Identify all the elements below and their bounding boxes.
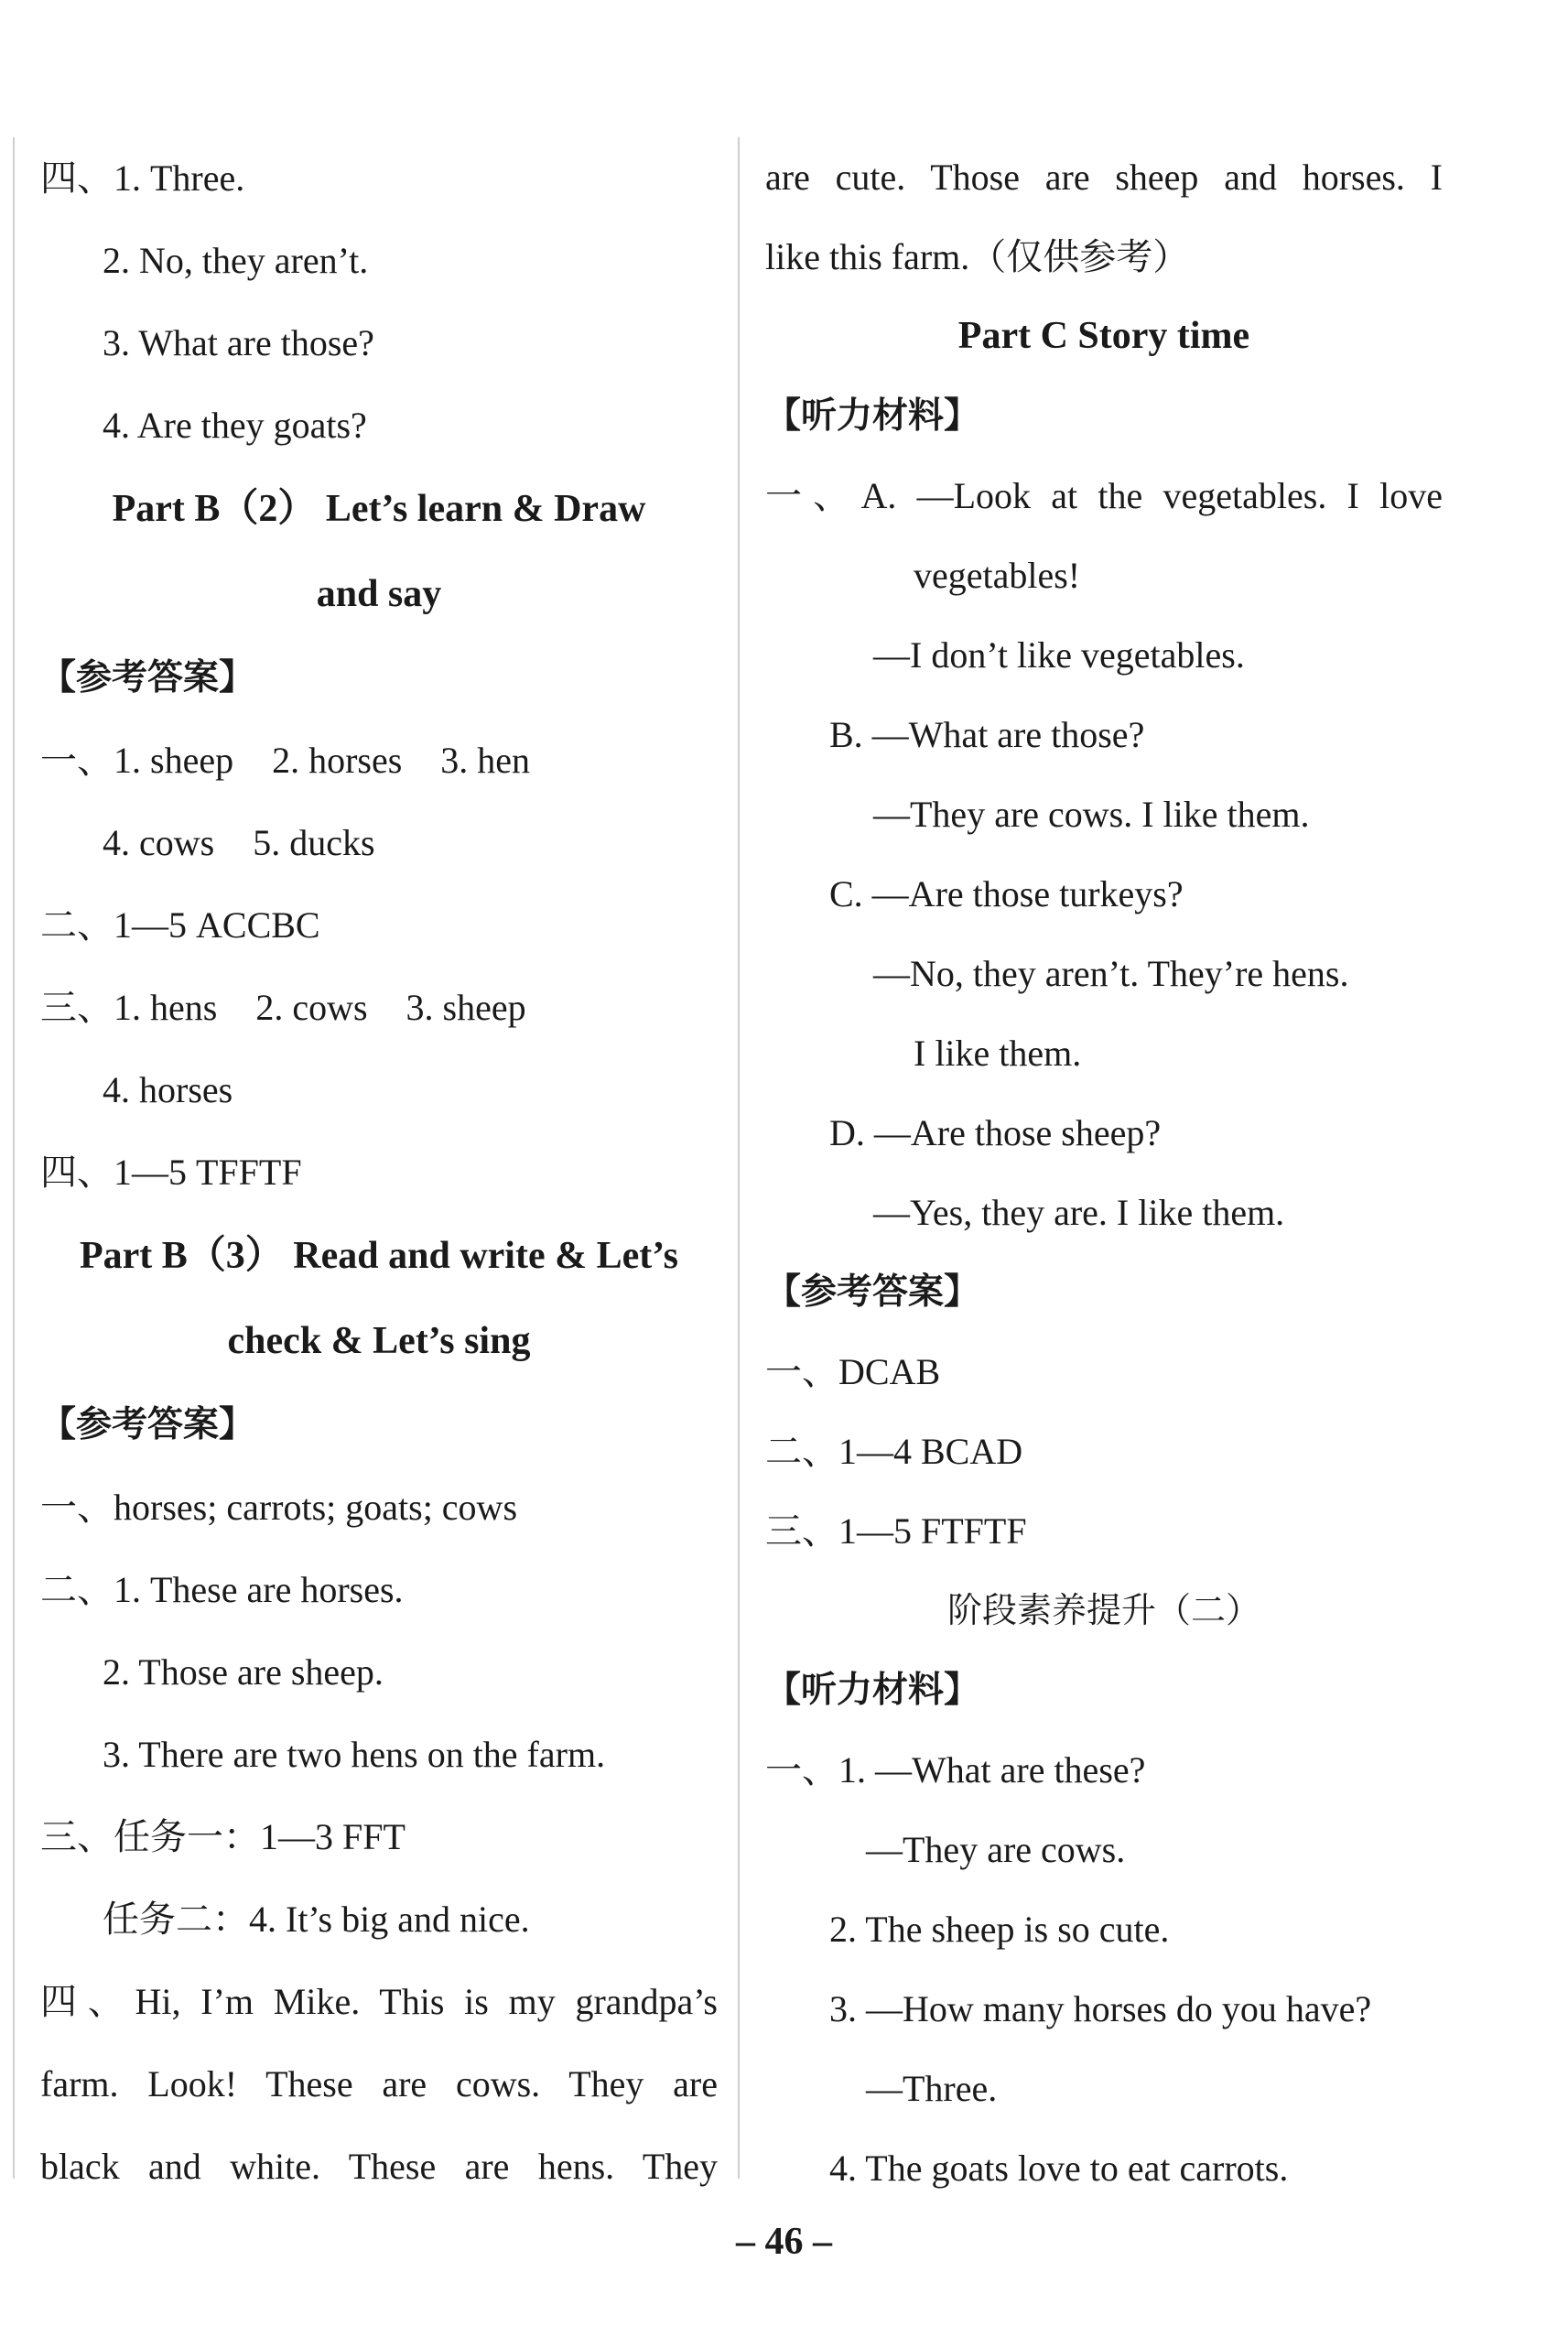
b3-section4-line1: 四、Hi, I’m Mike. This is my grandpa’s: [40, 1981, 718, 2022]
essay-continuation-line2: like this farm.（仅供参考）: [765, 236, 1190, 277]
listening-b-line2: —They are cows. I like them.: [873, 794, 1310, 835]
answer-s4-q1: 四、1. Three.: [40, 157, 245, 199]
part-b2-title-cont: and say: [316, 573, 442, 615]
b3-section3-task1: 三、任务一：1—3 FFT: [40, 1816, 406, 1857]
b2-section3-row2: 4. horses: [103, 1069, 233, 1110]
listening-c-line2: —No, they aren’t. They’re hens.: [873, 953, 1349, 994]
answers-label: 【参考答案】: [40, 1404, 255, 1445]
stage-title: 阶段素养提升（二）: [946, 1590, 1260, 1630]
left-margin-rule: [13, 137, 15, 2179]
listening-a-line3: —I don’t like vegetables.: [873, 634, 1245, 676]
answer-item: 3. hen: [440, 740, 531, 781]
b2-section1-row2: [40, 802, 718, 884]
b3-section2-q1: 二、1. These are horses.: [40, 1569, 404, 1610]
listening-c-line1: C. —Are those turkeys?: [829, 873, 1184, 914]
page-number: – 46 –: [736, 2221, 832, 2263]
answer-item: 2. cows: [255, 987, 368, 1028]
answer-item: 三、1. hens: [40, 987, 218, 1028]
b2-section4: 四、1—5 TFFTF: [40, 1152, 302, 1193]
essay-continuation-line1: are cute. Those are sheep and horses. I: [765, 157, 1443, 198]
b3-section2-q2: 2. Those are sheep.: [103, 1651, 384, 1693]
stage-q3-line1: 3. —How many horses do you have?: [829, 1988, 1372, 2029]
listening-b-line1: B. —What are those?: [829, 714, 1145, 755]
b2-section1-row1: [40, 719, 718, 802]
listening-a-line1: 一、A. —Look at the vegetables. I love: [765, 475, 1443, 516]
part-b3-title-cont: check & Let’s sing: [227, 1320, 531, 1362]
stage-q3-line2: —Three.: [866, 2068, 998, 2109]
b3-section2-q3: 3. There are two hens on the farm.: [103, 1734, 606, 1775]
answer-item: 3. sheep: [406, 987, 526, 1028]
answer-s4-q2: 2. No, they aren’t.: [103, 240, 369, 281]
stage-q1-line2: —They are cows.: [866, 1829, 1126, 1870]
b2-section3-row1: [40, 967, 718, 1049]
left-column: [40, 137, 718, 2208]
listening-a-line2: vegetables!: [914, 555, 1081, 596]
answer-item: 2. horses: [272, 740, 403, 781]
b3-section3-task2: 任务二：4. It’s big and nice.: [103, 1899, 530, 1940]
listening-d-line1: D. —Are those sheep?: [829, 1112, 1162, 1153]
answer-s4-q3: 3. What are those?: [103, 322, 374, 363]
stage-q4: 4. The goats love to eat carrots.: [829, 2148, 1289, 2189]
listening-label: 【听力材料】: [765, 1670, 980, 1711]
b3-section1: 一、horses; carrots; goats; cows: [40, 1487, 518, 1528]
c-answer-1: 一、DCAB: [765, 1351, 941, 1392]
stage-q1-line1: 一、1. —What are these?: [765, 1749, 1146, 1791]
c-answer-3: 三、1—5 FTFTF: [765, 1510, 1027, 1552]
answer-s4-q4: 4. Are they goats?: [103, 405, 367, 446]
right-column: [765, 137, 1443, 2208]
answers-label: 【参考答案】: [40, 657, 255, 698]
listening-c-line3: I like them.: [914, 1033, 1082, 1074]
part-b2-title: Part B（2） Let’s learn & Draw: [112, 488, 646, 530]
column-divider: [738, 137, 740, 2179]
answer-item: 一、1. sheep: [40, 740, 234, 781]
answers-label: 【参考答案】: [765, 1271, 980, 1313]
b3-section4-line2: farm. Look! These are cows. They are: [40, 2063, 718, 2104]
answer-item: 5. ducks: [253, 822, 375, 863]
answer-item: 4. cows: [103, 822, 215, 863]
c-answer-2: 二、1—4 BCAD: [765, 1431, 1023, 1472]
b3-section4-line3: black and white. These are hens. They: [40, 2146, 718, 2187]
stage-q2: 2. The sheep is so cute.: [829, 1909, 1170, 1950]
b2-section2: 二、1—5 ACCBC: [40, 904, 320, 946]
listening-d-line2: —Yes, they are. I like them.: [873, 1192, 1285, 1233]
listening-label: 【听力材料】: [765, 395, 980, 437]
part-c-title: Part C Story time: [957, 315, 1250, 357]
part-b3-title: Part B（3） Read and write & Let’s: [79, 1235, 678, 1277]
